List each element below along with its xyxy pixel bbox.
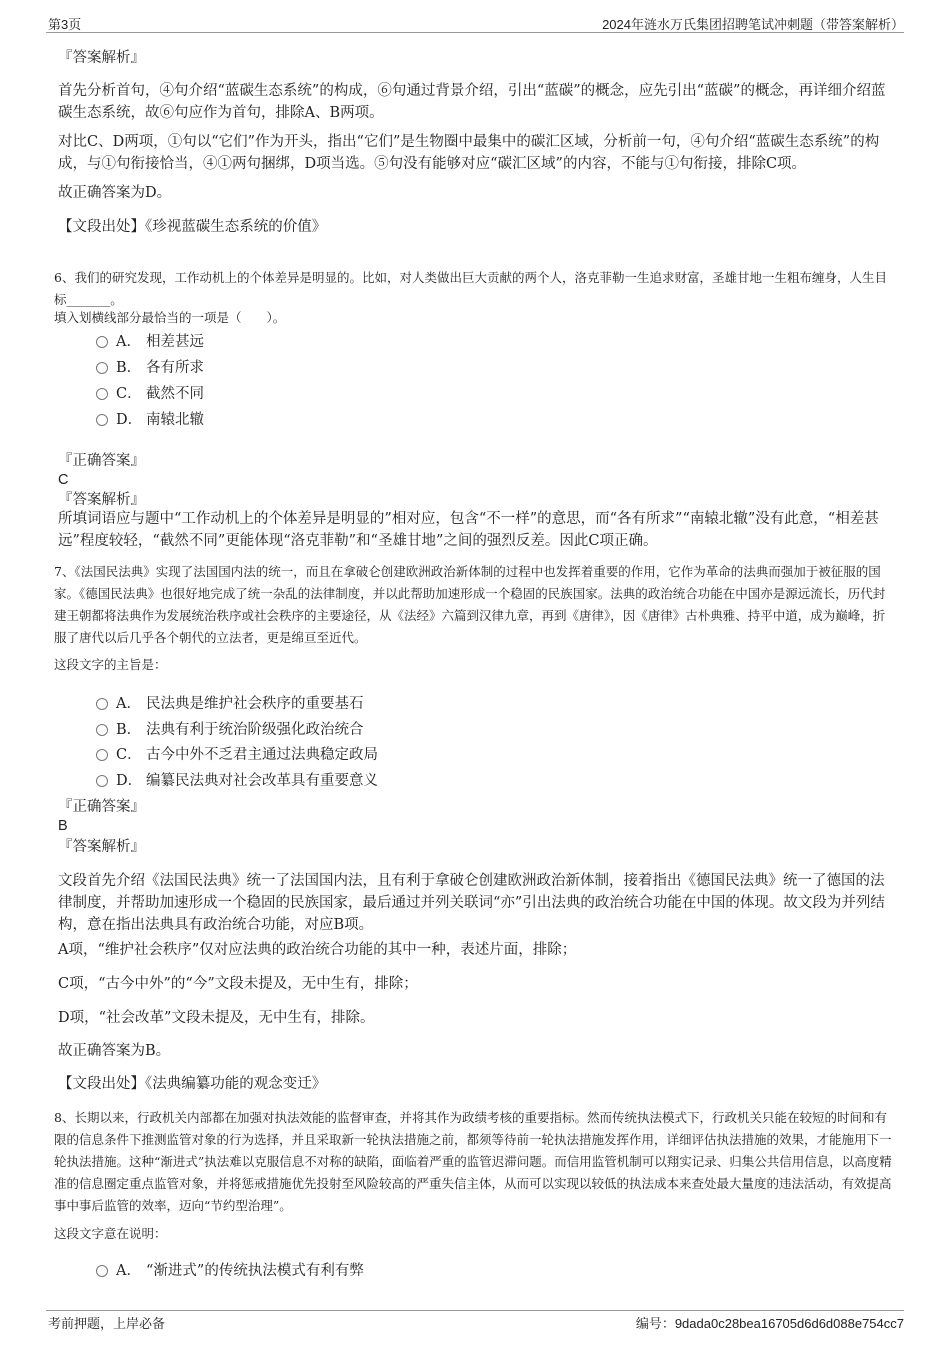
radio-button[interactable] xyxy=(96,724,108,736)
option-text: 截然不同 xyxy=(146,386,204,402)
radio-button[interactable] xyxy=(96,362,108,374)
option-text: 古今中外不乏君主通过法典稳定政局 xyxy=(146,747,378,763)
code-value: 9dada0c28bea16705d6d6d088e754cc7 xyxy=(674,1316,904,1331)
radio-button[interactable] xyxy=(96,1265,108,1277)
question-7-option-d[interactable] xyxy=(96,769,378,790)
question-7-option-a[interactable] xyxy=(96,692,364,713)
question-6-option-b[interactable] xyxy=(96,356,204,377)
correct-answer: C xyxy=(58,472,69,488)
question-8-instruction: 这段文字意在说明： xyxy=(54,1226,167,1241)
option-text: 南辕北辙 xyxy=(146,412,204,428)
document-title: 2024年涟水万氏集团招聘笔试冲刺题（带答案解析） xyxy=(602,17,904,32)
question-8-option-a[interactable] xyxy=(96,1259,364,1280)
option-letter: A． xyxy=(116,696,141,712)
document-code xyxy=(636,1313,904,1332)
question-6-stem: 6、我们的研究发现，工作动机上的个体差异是明显的。比如，对人类做出巨大贡献的两个人，洛克菲勒一生追求财富，圣雄甘地一生粗布缠身，人生目标_______。 xyxy=(54,270,887,307)
option-text: 法典有利于统治阶级强化政治统合 xyxy=(146,722,364,738)
radio-button[interactable] xyxy=(96,336,108,348)
option-text: 各有所求 xyxy=(146,360,204,376)
question-6-option-c[interactable] xyxy=(96,382,204,403)
option-text: 民法典是维护社会秩序的重要基石 xyxy=(146,696,364,712)
question-7-instruction: 这段文字的主旨是： xyxy=(54,657,167,672)
correct-answer: B xyxy=(58,818,68,834)
footer-slogan: 考前押题，上岸必备 xyxy=(48,1317,166,1332)
question-7-stem: 7、《法国民法典》实现了法国国内法的统一，而且在拿破仑创建欧洲政治新体制的过程中也发挥着重要的作用，它作为革命的法典而强加于被征服的国家。《德国民法典》也很好地完成了统一杂乱的法律制度，并以此帮助加速形成一个稳固的民族国家。法典的政治统合功能在中国亦是源远流长，历代封建王朝都将法典作为发展统治秩序或社会秩序的主要途径，从《法经》六篇到汉律九章，再到《唐律》，因《唐律》古朴典雅、持平中道，成为巅峰，折服了唐代以后几乎各个朝代的立法者，更是绵亘至近代。 xyxy=(54,564,886,645)
footer-divider xyxy=(46,1310,904,1311)
analysis-paragraph: 首先分析首句，④句介绍“蓝碳生态系统”的构成，⑥句通过背景介绍，引出“蓝碳”的概念，应先引出“蓝碳”的概念，再详细介绍蓝碳生态系统，故⑥句应作为首句，排除A、B两项。 xyxy=(58,83,886,121)
analysis-paragraph: 对比C、D两项，①句以“它们”作为开头，指出“它们”是生物圈中最集中的碳汇区域，分析前一句，④句介绍“蓝碳生态系统”的构成，与①句衔接恰当，④①两句捆绑，D项当选。⑤句没有能够对应“碳汇区域”的内容，不能与①句衔接，排除C项。 xyxy=(58,134,880,172)
analysis-paragraph: A项，“维护社会秩序”仅对应法典的政治统合功能的其中一种，表述片面，排除； xyxy=(58,942,577,958)
option-letter: D． xyxy=(116,412,143,428)
source-citation: 【文段出处】《珍视蓝碳生态系统的价值》 xyxy=(58,219,327,235)
option-letter: C． xyxy=(116,747,142,763)
correct-answer-label: 『正确答案』 xyxy=(58,453,145,469)
page-number: 第3页 xyxy=(48,17,82,32)
option-letter: B． xyxy=(116,722,142,738)
option-text: 相差甚远 xyxy=(146,334,204,350)
option-letter: A． xyxy=(116,334,141,350)
answer-analysis-label: 『答案解析』 xyxy=(58,492,145,508)
answer-analysis-label: 『答案解析』 xyxy=(58,839,145,855)
conclusion-text: 故正确答案为B。 xyxy=(58,1043,171,1059)
question-8-stem: 8、长期以来，行政机关内部都在加强对执法效能的监督审查，并将其作为政绩考核的重要指标。然而传统执法模式下，行政机关只能在较短的时间和有限的信息条件下推测监管对象的行为选择，并且采取新一轮执法措施之前，都须等待前一轮执法措施发挥作用，详细评估执法措施的效果，才能施用下一轮执法措施。这种“渐进式”执法难以克服信息不对称的缺陷，面临着严重的监管迟滞问题。而信用监管机制可以翔实记录、归集公共信用信息，以高度精准的信息圈定重点监管对象，并将惩戒措施优先投射至风险较高的严重失信主体，从而可以实现以较低的执法成本来查处最大量度的违法活动，有效提高事中事后监管的效率，迈向“节约型治理”。 xyxy=(54,1110,892,1213)
radio-button[interactable] xyxy=(96,775,108,787)
correct-answer-label: 『正确答案』 xyxy=(58,799,145,815)
answer-analysis-label: 『答案解析』 xyxy=(58,50,145,66)
radio-button[interactable] xyxy=(96,414,108,426)
analysis-paragraph: 所填词语应与题中“工作动机上的个体差异是明显的”相对应，包含“不一样”的意思，而“各有所求”“南辕北辙”没有此意，“相差甚远”程度较轻，“截然不同”更能体现“洛克菲勒”和“圣雄甘地”之间的强烈反差。因此C项正确。 xyxy=(58,511,879,549)
option-letter: A． xyxy=(116,1263,141,1279)
option-text: “渐进式”的传统执法模式有利有弊 xyxy=(146,1263,364,1279)
question-6-option-a[interactable] xyxy=(96,330,204,351)
option-letter: B． xyxy=(116,360,142,376)
analysis-paragraph: 文段首先介绍《法国民法典》统一了法国国内法，且有利于拿破仑创建欧洲政治新体制，接着指出《德国民法典》统一了德国的法律制度，并帮助加速形成一个稳固的民族国家，最后通过并列关联词“亦”引出法典的政治统合功能在中国的体现。故文段为并列结构，意在指出法典具有政治统合功能，对应B项。 xyxy=(58,873,885,933)
option-letter: C． xyxy=(116,386,142,402)
question-7-option-c[interactable] xyxy=(96,743,378,764)
radio-button[interactable] xyxy=(96,388,108,400)
radio-button[interactable] xyxy=(96,698,108,710)
option-letter: D． xyxy=(116,773,143,789)
header-divider xyxy=(46,32,904,33)
question-6-option-d[interactable] xyxy=(96,408,204,429)
option-text: 编纂民法典对社会改革具有重要意义 xyxy=(146,773,378,789)
question-6-instruction: 填入划横线部分最恰当的一项是（ ）。 xyxy=(54,310,286,325)
source-citation: 【文段出处】《法典编纂功能的观念变迁》 xyxy=(58,1076,327,1092)
code-label: 编号： xyxy=(635,1317,675,1332)
radio-button[interactable] xyxy=(96,749,108,761)
analysis-paragraph: C项，“古今中外”的“今”文段未提及，无中生有，排除； xyxy=(58,976,418,992)
conclusion-text: 故正确答案为D。 xyxy=(58,185,172,201)
analysis-paragraph: D项，“社会改革”文段未提及，无中生有，排除。 xyxy=(58,1010,375,1026)
question-7-option-b[interactable] xyxy=(96,718,364,739)
